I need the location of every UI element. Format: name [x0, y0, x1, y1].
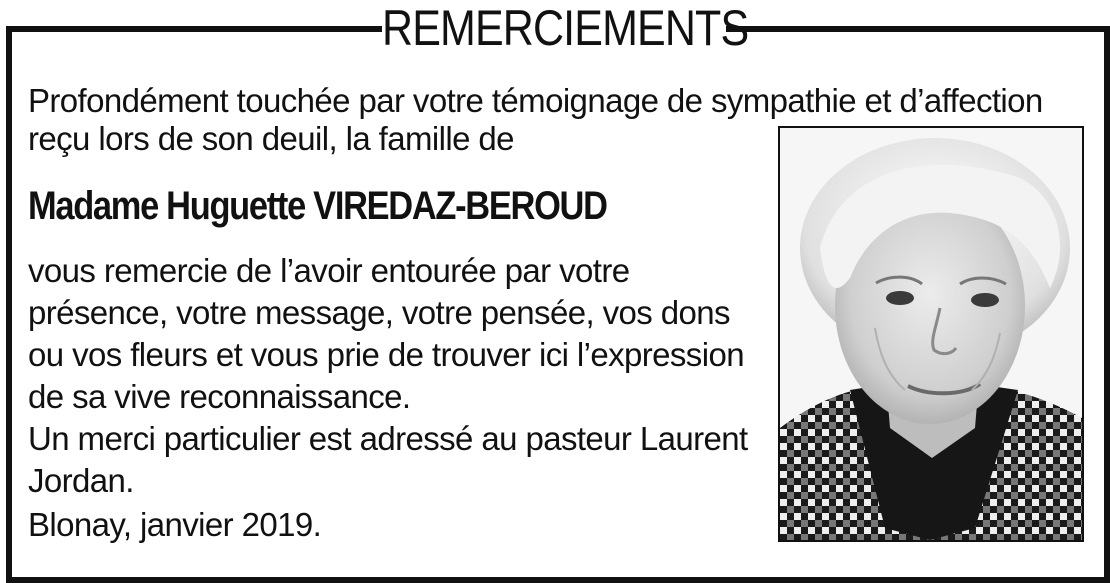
intro-line: reçu lors de son deuil, la famille de: [28, 120, 514, 157]
body-line: vous remercie de l’avoir entourée par votre: [28, 252, 630, 289]
intro-line: Profondément touchée par votre témoignage de sympathie et d’affection: [28, 82, 1043, 119]
body-line: ou vos fleurs et vous prie de trouver ici l’expression: [28, 336, 744, 373]
notice-title: REMERCIEMENTS: [382, 0, 749, 56]
portrait-illustration: [780, 128, 1082, 540]
portrait-photo: [778, 126, 1084, 542]
place-date: Blonay, janvier 2019.: [28, 506, 322, 543]
deceased-name: Madame Huguette VIREDAZ-BEROUD: [28, 184, 607, 228]
body-line: Un merci particulier est adressé au pasteur Laurent: [28, 420, 748, 457]
body-line: de sa vive reconnaissance.: [28, 378, 411, 415]
body-line: présence, votre message, votre pensée, vos dons: [28, 294, 730, 331]
thanks-paragraph: [28, 250, 758, 502]
body-line: Jordan.: [28, 462, 134, 499]
